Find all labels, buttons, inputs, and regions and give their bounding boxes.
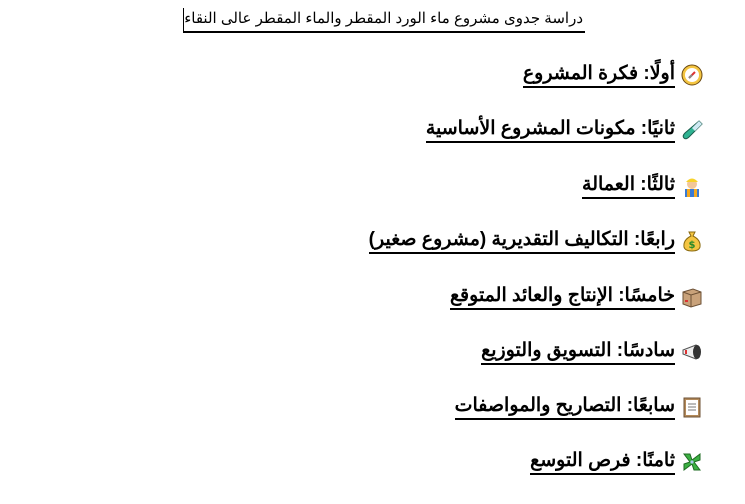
section-label: سادسًا: التسويق والتوزيع bbox=[481, 339, 675, 365]
section-label: ثالثًا: العمالة bbox=[582, 173, 675, 199]
section-label: سابعًا: التصاريح والمواصفات bbox=[455, 394, 675, 420]
section-heading-components bbox=[426, 117, 703, 143]
test-tube-icon bbox=[681, 119, 703, 141]
svg-text:$: $ bbox=[688, 240, 696, 251]
section-heading-expansion bbox=[530, 449, 703, 475]
puzzle-icon bbox=[681, 451, 703, 473]
document-title: دراسة جدوى مشروع ماء الورد المقطر والماء المقطر عالى النقاء bbox=[183, 8, 585, 33]
megaphone-icon bbox=[681, 341, 703, 363]
section-heading-production bbox=[450, 284, 703, 310]
package-icon bbox=[681, 286, 703, 308]
section-heading-permits bbox=[455, 394, 703, 420]
section-label: خامسًا: الإنتاج والعائد المتوقع bbox=[450, 284, 675, 310]
section-label: ثامنًا: فرص التوسع bbox=[530, 449, 675, 475]
section-label: ثانيًا: مكونات المشروع الأساسية bbox=[426, 117, 675, 143]
money-bag-icon bbox=[681, 230, 703, 252]
section-label: أولًا: فكرة المشروع bbox=[523, 62, 675, 88]
section-label: رابعًا: التكاليف التقديرية (مشروع صغير) bbox=[369, 228, 675, 254]
compass-icon bbox=[681, 64, 703, 86]
section-heading-idea bbox=[523, 62, 703, 88]
clipboard-icon bbox=[681, 396, 703, 418]
section-heading-costs bbox=[369, 228, 703, 254]
construction-worker-icon bbox=[681, 175, 703, 197]
section-heading-marketing bbox=[481, 339, 703, 365]
section-heading-labor bbox=[582, 173, 703, 199]
